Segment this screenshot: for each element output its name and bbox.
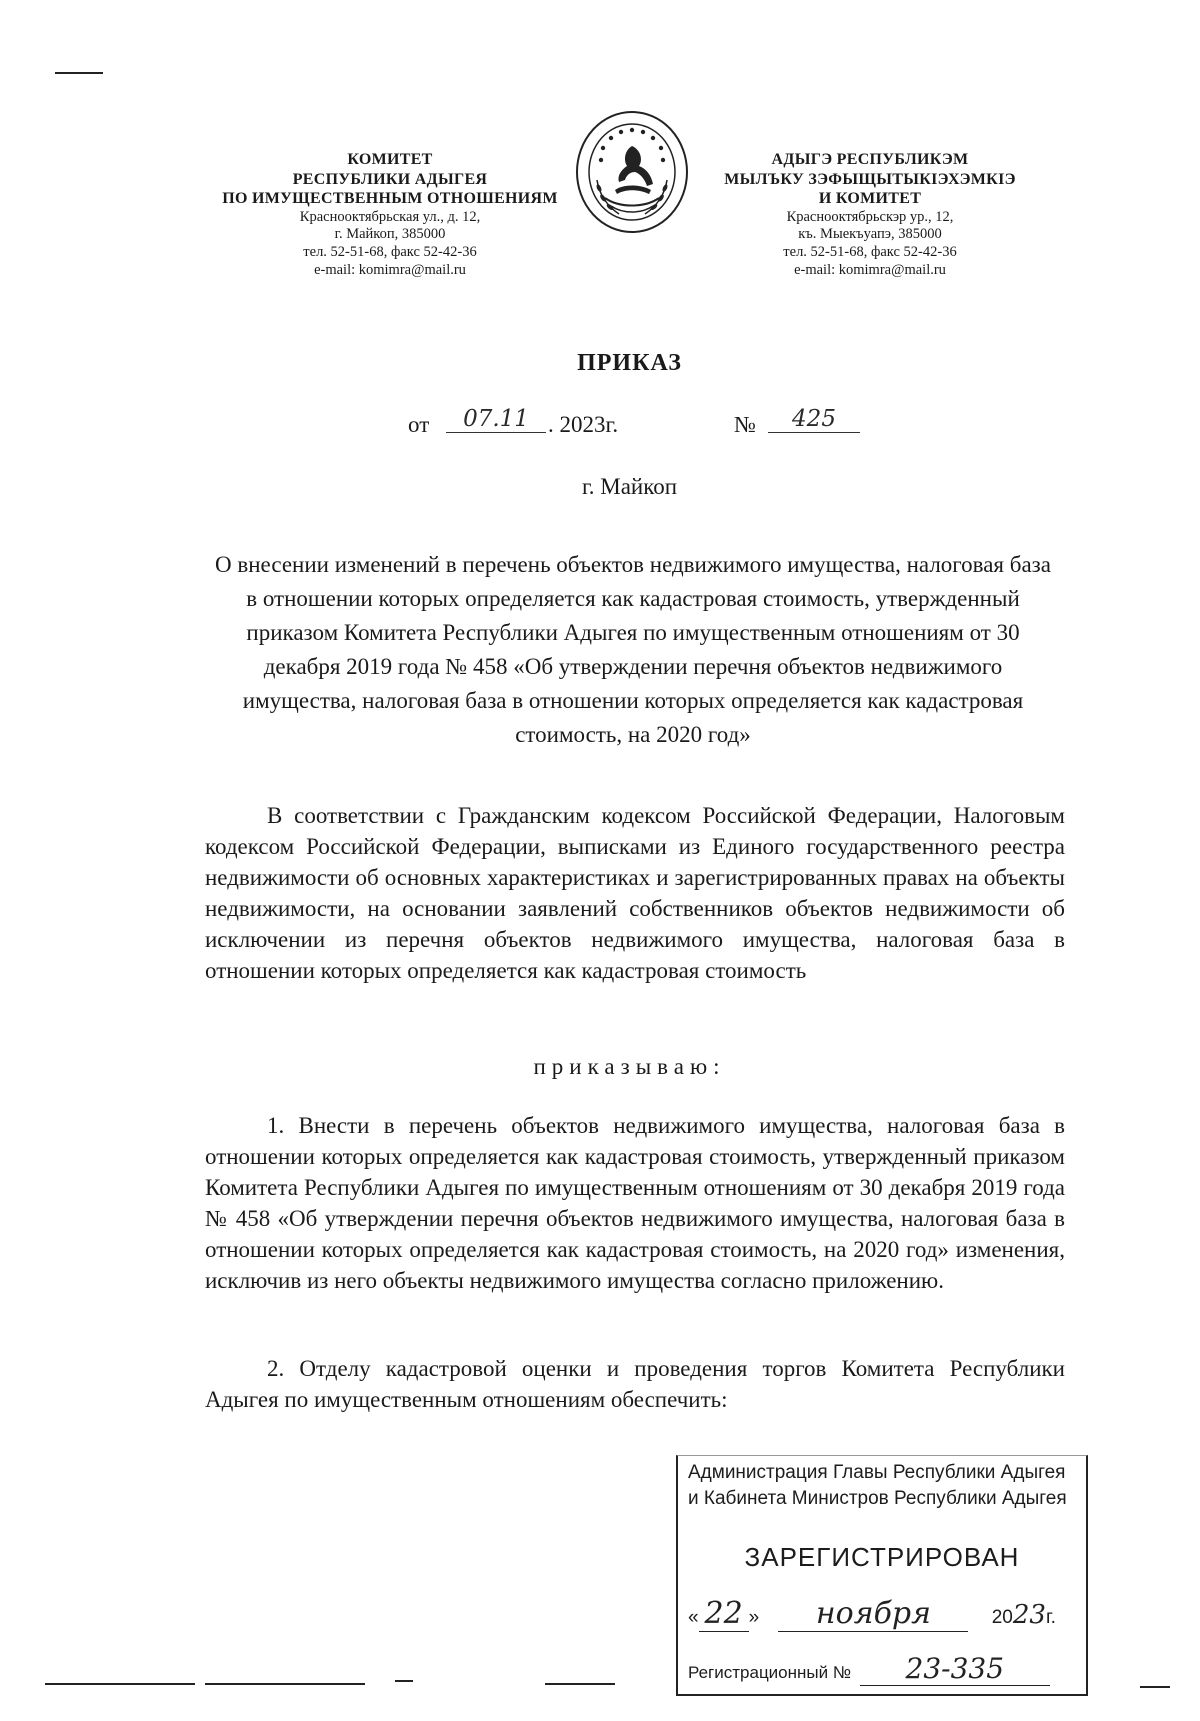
stamp-status: ЗАРЕГИСТРИРОВАН <box>744 1542 1020 1572</box>
item-2-paragraph: 2. Отделу кадастровой оценки и проведения торгов Комитета Республики Адыгея по имущественным отношениям обеспечить: <box>205 1356 1065 1412</box>
header-left-line3: ПО ИМУЩЕСТВЕННЫМ ОТНОШЕНИЯМ <box>222 190 558 208</box>
header-right-email: e-mail: komimra@mail.ru <box>794 261 946 278</box>
header-right-line3: И КОМИТЕТ <box>818 190 922 208</box>
scan-artifact-bottom <box>45 1683 195 1685</box>
header-left-phone: тел. 52-51-68, факс 52-42-36 <box>303 243 477 260</box>
header-left-line1: КОМИТЕТ <box>347 151 433 168</box>
stamp-quote-close: » <box>748 1607 760 1628</box>
header-left-email: e-mail: komimra@mail.ru <box>314 261 466 278</box>
header-left-line2: РЕСПУБЛИКИ АДЫГЕЯ <box>292 170 488 188</box>
stamp-date <box>688 1596 1056 1632</box>
scan-artifact-bottom <box>1140 1686 1170 1688</box>
stamp-authority-line1: Администрация Главы Республики Адыгея <box>688 1462 1066 1483</box>
stamp-year-prefix: 20 <box>991 1607 1013 1628</box>
scan-artifact-top <box>55 72 103 74</box>
header-left-address2: г. Майкоп, 385000 <box>334 226 446 243</box>
stamp-reg-number-handwritten: 23-335 <box>860 1652 1050 1686</box>
scan-artifact-bottom <box>545 1683 615 1685</box>
date-suffix: . 2023г. <box>548 412 619 437</box>
republic-of-adygea-emblem-icon <box>575 110 690 234</box>
stamp-registration-number <box>688 1652 1050 1686</box>
header-right-line1: АДЫГЭ РЕСПУБЛИКЭМ <box>771 151 969 168</box>
order-subject: О внесении изменений в перечень объектов недвижимого имущества, налоговая база в отношении которых определяется как кадастровая стоимость, утвержденный приказом Комитета Республики Адыгея по имущественным отношениям от 30 декабря 2019 года № 458 «Об утверждении перечня объектов недвижимого имущества, налоговая база в отношении которых определяется как кадастровая стоимость, на 2020 год» <box>215 552 1051 747</box>
stamp-authority-line2: и Кабинета Министров Республики Адыгея <box>688 1488 1067 1509</box>
document-title: ПРИКАЗ <box>577 350 682 376</box>
header-left-block <box>205 150 575 279</box>
header-right-line2: МЫЛЪКУ ЗЭФЫЩЫТЫКIЭХЭМКIЭ <box>724 170 1016 188</box>
stamp-year-suffix: г. <box>1045 1607 1056 1628</box>
number-sign: № <box>734 412 756 437</box>
header-right-block <box>700 150 1040 279</box>
header-right-phone: тел. 52-51-68, факс 52-42-36 <box>783 243 957 260</box>
header-right-address2: къ. Мыекъуапэ, 385000 <box>798 226 942 243</box>
item-1-paragraph: 1. Внести в перечень объектов недвижимого имущества, налоговая база в отношении которых определяется как кадастровая стоимость, утвержденный приказом Комитета Республики Адыгея по имущественным отношениям от 30 декабря 2019 года № 458 «Об утверждении перечня объектов недвижимого имущества, налоговая база в отношении которых определяется как кадастровая стоимость, на 2020 год» изменения, исключив из него объекты недвижимого имущества согласно приложению. <box>205 1113 1065 1293</box>
number-handwritten: 425 <box>768 406 860 433</box>
date-prefix: от <box>408 412 430 437</box>
header-right-address1: Краснооктябрьскэр ур., 12, <box>786 208 954 225</box>
registration-stamp <box>676 1455 1088 1696</box>
stamp-day-handwritten: 22 <box>699 1596 749 1632</box>
decree-word: приказываю: <box>533 1054 726 1079</box>
city: г. Майкоп <box>581 474 678 499</box>
stamp-reg-label: Регистрационный № <box>688 1663 852 1682</box>
number-field <box>768 406 860 433</box>
header-left-address1: Краснооктябрьская ул., д. 12, <box>299 208 481 225</box>
stamp-quote-open: « <box>688 1607 699 1628</box>
scan-artifact-bottom <box>395 1680 413 1682</box>
scan-artifact-bottom <box>205 1683 365 1685</box>
date-field <box>446 406 546 433</box>
date-handwritten: 07.11 <box>446 406 546 433</box>
stamp-month-handwritten: ноября <box>778 1596 968 1632</box>
stamp-year-handwritten: 23 <box>1012 1600 1046 1630</box>
intro-paragraph: В соответствии с Гражданским кодексом Российской Федерации, Налоговым кодексом Российской Федерации, выписками из Единого государственного реестра недвижимости об основных характеристиках и зарегистрированных правах на объекты недвижимости, на основании заявлений собственников объектов недвижимости об исключении из перечня объектов недвижимого имущества, налоговая база в отношении которых определяется как кадастровая стоимость <box>205 803 1065 983</box>
